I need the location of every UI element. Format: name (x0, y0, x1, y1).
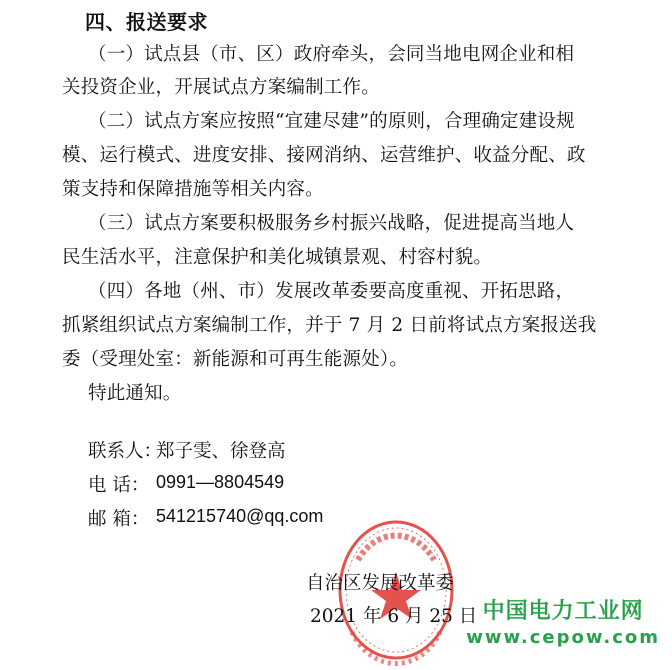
paragraph-1-line-2: 关投资企业，开展试点方案编制工作。 (62, 77, 380, 98)
site-watermark (466, 594, 660, 648)
contact-email-label: 邮 箱： (88, 509, 150, 530)
official-seal-icon (330, 520, 460, 670)
paragraph-4-line-1: （四）各地（州、市）发展改革委要高度重视、开拓思路， (88, 281, 575, 302)
paragraph-3-line-1: （三）试点方案要积极服务乡村振兴战略，促进提高当地人 (88, 213, 575, 234)
watermark-title: 中国电力工业网 (482, 599, 644, 624)
closing-text: 特此通知。 (88, 383, 182, 404)
paragraph-3-line-2: 民生活水平，注意保护和美化城镇景观、村容村貌。 (62, 247, 493, 268)
section-heading: 四、报送要求 (85, 10, 208, 34)
contact-person-label: 联系人： (88, 441, 163, 462)
paragraph-4-line-2: 抓紧组织试点方案编制工作，并于 7 月 2 日前将试点方案报送我 (62, 315, 597, 336)
paragraph-4-line-3: 委（受理处室：新能源和可再生能源处）。 (62, 349, 409, 370)
signature-organization: 自治区发展改革委 (306, 573, 455, 594)
paragraph-2-line-3: 策支持和保障措施等相关内容。 (62, 179, 324, 200)
contact-email-value: 541215740@qq.com (156, 506, 324, 526)
contact-phone-value: 0991—8804549 (156, 472, 285, 492)
contact-phone-label: 电 话： (88, 475, 150, 496)
paragraph-1-line-1: （一）试点县（市、区）政府牵头，会同当地电网企业和相 (88, 44, 575, 65)
contact-person-value: 郑子雯、徐登高 (156, 441, 286, 462)
watermark-url: www.cepow.com (466, 627, 660, 648)
signature-date: 2021 年 6 月 25 日 (310, 606, 478, 627)
paragraph-2-line-1: （二）试点方案应按照“宜建尽建”的原则，合理确定建设规 (88, 111, 575, 132)
paragraph-2-line-2: 模、运行模式、进度安排、接网消纳、运营维护、收益分配、政 (62, 145, 586, 166)
